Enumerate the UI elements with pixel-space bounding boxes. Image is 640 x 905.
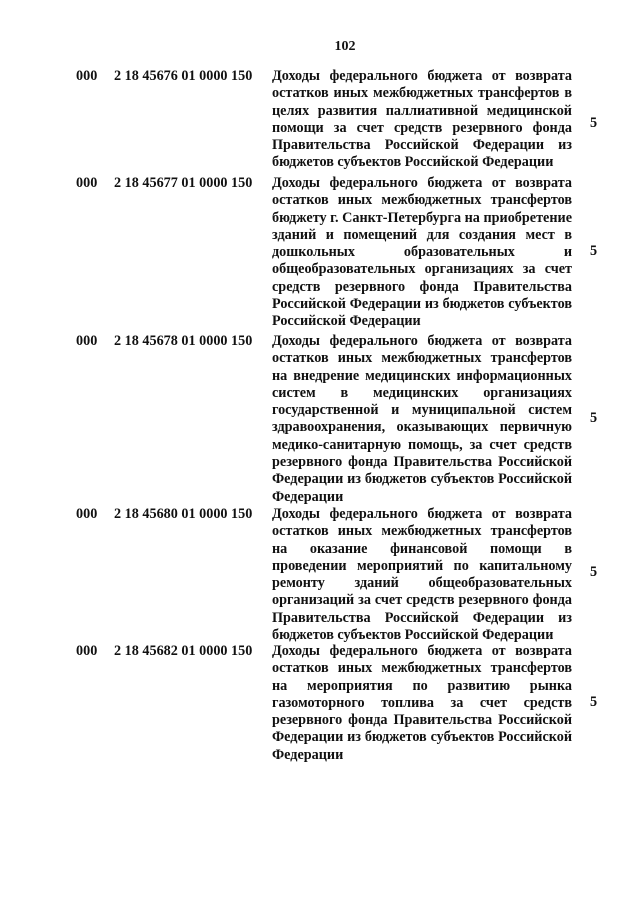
kbk-code: 2 18 45680 01 0000 150 [114, 506, 253, 522]
admin-code: 000 [76, 506, 98, 522]
income-description: Доходы федерального бюджета от возврата остатков иных межбюджетных трансфертов на оказание финансовой помощи в проведении мероприятий по капитальному ремонту зданий общеобразовательных организаций за счет средств резервного фонда Правительства Российской Федерации из бюджетов субъектов Российской Федерации [272, 506, 572, 644]
norm-value: 5 [590, 694, 598, 710]
norm-value: 5 [590, 410, 598, 426]
income-description: Доходы федерального бюджета от возврата остатков иных межбюджетных трансфертов на мероприятия по развитию рынка газомоторного топлива за счет средств резервного фонда Правительства Российской Федерации из бюджетов субъектов Российской Федерации [272, 643, 572, 763]
page-number: 102 [334, 39, 356, 54]
kbk-code: 2 18 45682 01 0000 150 [114, 643, 253, 659]
admin-code: 000 [76, 643, 98, 659]
kbk-code: 2 18 45676 01 0000 150 [114, 68, 253, 84]
norm-value: 5 [590, 115, 598, 131]
admin-code: 000 [76, 333, 98, 349]
kbk-code: 2 18 45678 01 0000 150 [114, 333, 253, 349]
income-description: Доходы федерального бюджета от возврата остатков иных межбюджетных трансфертов бюджету г. Санкт-Петербурга на приобретение зданий и помещений для создания мест в дошкольных образовательных и общеобразовательных организациях за счет средств резервного фонда Правительства Российской Федерации из бюджетов субъектов Российской Федерации [272, 175, 572, 330]
income-description: Доходы федерального бюджета от возврата остатков иных межбюджетных трансфертов в целях развития паллиативной медицинской помощи за счет средств резервного фонда Правительства Российской Федерации из бюджетов субъектов Российской Федерации [272, 68, 572, 171]
admin-code: 000 [76, 68, 98, 84]
admin-code: 000 [76, 175, 98, 191]
kbk-code: 2 18 45677 01 0000 150 [114, 175, 253, 191]
norm-value: 5 [590, 564, 598, 580]
income-description: Доходы федерального бюджета от возврата остатков иных межбюджетных трансфертов на внедрение медицинских информационных систем в медицинских организациях государственной и муниципальной систем здравоохранения, оказывающих первичную медико-санитарную помощь, за счет средств резервного фонда Правительства Российской Федерации из бюджетов субъектов Российской Федерации [272, 333, 572, 505]
norm-value: 5 [590, 243, 598, 259]
